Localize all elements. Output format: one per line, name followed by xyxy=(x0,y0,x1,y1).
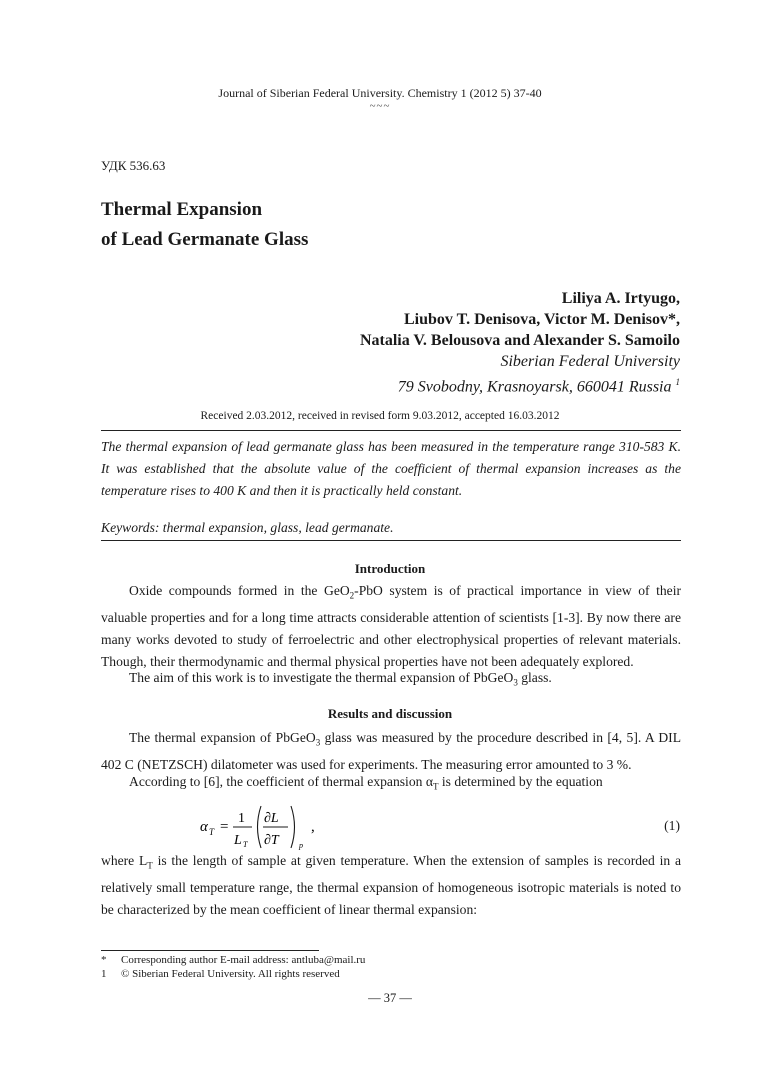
udk-code: УДК 536.63 xyxy=(101,158,166,173)
eq-denominator-sub: T xyxy=(243,840,248,849)
intro-paragraph-2: The aim of this work is to investigate the thermal expansion of PbGeO$_3$ glass. xyxy=(129,670,552,688)
introduction-heading: Introduction xyxy=(354,561,426,576)
journal-header: Journal of Siberian Federal University. Chemistry 1 (2012 5) 37-40 xyxy=(218,86,542,100)
eq-dT: ∂T xyxy=(264,833,279,848)
equation-1 xyxy=(200,800,360,850)
eq-comma: , xyxy=(311,819,315,835)
eq-alpha-sub: T xyxy=(209,827,215,837)
eq-equals: = xyxy=(220,819,229,835)
abstract-top-rule xyxy=(101,430,681,431)
article-title xyxy=(101,195,308,255)
equation-number: (1) xyxy=(664,818,680,833)
eq-dL: ∂L xyxy=(264,811,279,826)
footnote-rule xyxy=(101,950,319,951)
footnote-2-text: © Siberian Federal University. All rights reserved xyxy=(121,968,340,980)
results-paragraph-2: According to [6], the coefficient of thermal expansion $\alpha_T$ is determined by the equation xyxy=(129,774,603,792)
results-heading: Results and discussion xyxy=(327,706,453,721)
received-dates: Received 2.03.2012, received in revised form 9.03.2012, accepted 16.03.2012 xyxy=(200,410,560,422)
header-ornament: ~~~ xyxy=(369,100,391,112)
footnote-1-mark: * xyxy=(101,954,107,966)
keywords: Keywords: thermal expansion, glass, lead germanate. xyxy=(101,520,394,535)
author-block xyxy=(360,288,680,397)
address-footnote-mark: 1 xyxy=(675,377,680,387)
eq-left-paren xyxy=(258,806,262,848)
intro-paragraph-1: Oxide compounds formed in the GeO$_2$-PbO system is of practical importance in view of their valuable properties and for a long time attracts considerable attention of scientists [1-3]. By now there are many works devoted to study of ferroelectric and other electrophysical properties of relevant materials. Though, their thermodynamic and thermal physical properties have not been adequately explored. xyxy=(101,583,681,669)
footnote-2-mark: 1 xyxy=(101,968,107,980)
footnote-1-text: Corresponding author E-mail address: antluba@mail.ru xyxy=(121,954,366,966)
eq-alpha: α xyxy=(200,819,208,835)
eq-denominator-L: L xyxy=(234,833,242,848)
results-paragraph-3: where $L_T$ is the length of sample at given temperature. When the extension of samples is recorded in a relatively small temperature range, the thermal expansion of homogeneous isotropic materials is noted to be characterized by the mean coefficient of linear thermal expansion: xyxy=(101,853,681,917)
author-line-2: Liubov T. Denisova, Victor M. Denisov*, xyxy=(403,311,680,328)
title-line-1: Thermal Expansion xyxy=(101,199,263,220)
address xyxy=(360,372,680,397)
abstract: The thermal expansion of lead germanate glass has been measured in the temperature range 310-583 K. It was established that the absolute value of the coefficient of thermal expansion increases as the temperature rises to 400 K and then it is practically held constant. xyxy=(101,439,681,498)
keywords-bottom-rule xyxy=(101,540,681,541)
footnote-2 xyxy=(101,968,340,980)
title-line-2: of Lead Germanate Glass xyxy=(101,229,309,250)
eq-numerator-one: 1 xyxy=(238,811,245,826)
author-line-1: Liliya A. Irtyugo, xyxy=(561,290,680,307)
eq-right-paren xyxy=(291,806,295,848)
affiliation: Siberian Federal University xyxy=(500,353,680,370)
footnote-1 xyxy=(101,954,365,966)
eq-subscript-p: p xyxy=(299,841,303,850)
results-paragraph-1: The thermal expansion of PbGeO$_3$ glass was measured by the procedure described in [4, 5]. A DIL 402 C (NETZSCH) dilatometer was used for experiments. The measuring error amounted to 3 %. xyxy=(101,730,681,772)
page-number: — 37 — xyxy=(368,991,412,1005)
address-text: 79 Svobodny, Krasnoyarsk, 660041 Russia xyxy=(397,378,672,396)
author-line-3: Natalia V. Belousova and Alexander S. Samoilo xyxy=(359,332,680,349)
